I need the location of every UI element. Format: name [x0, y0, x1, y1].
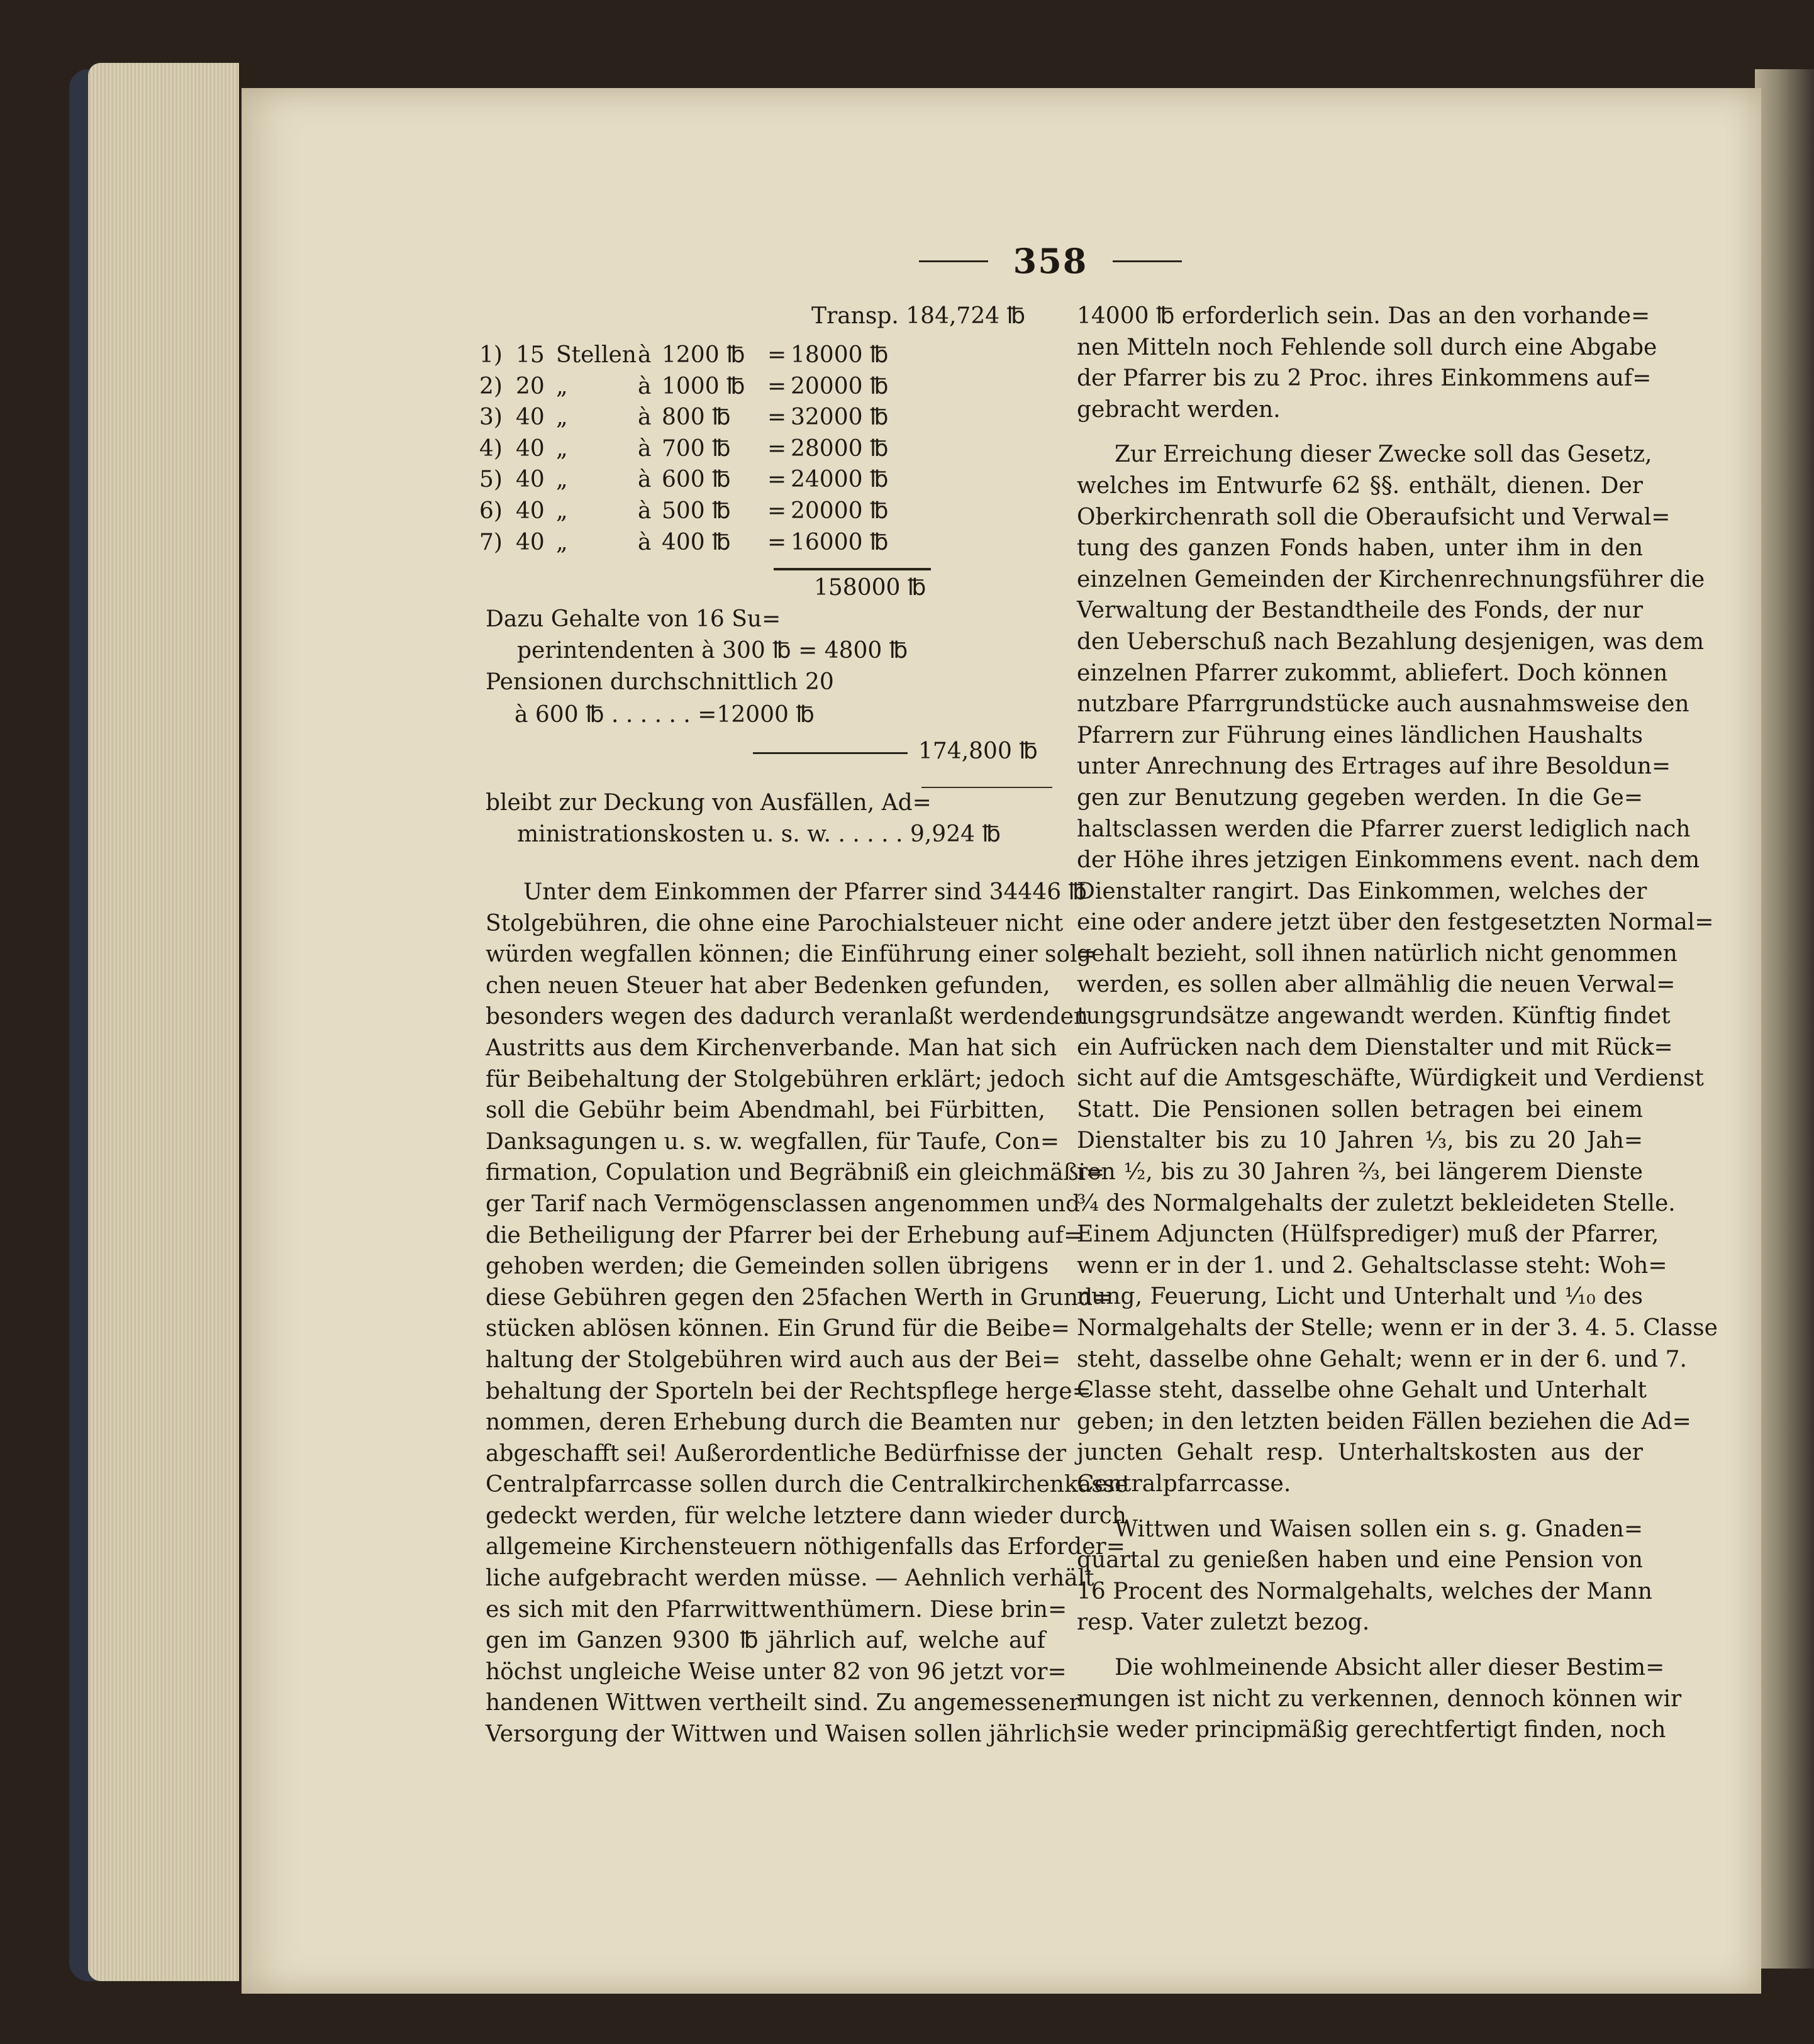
row-count: 40 [516, 404, 545, 431]
right-para2-line: tungsgrundsätze angewandt werden. Künftig findet [1077, 1003, 1671, 1030]
right-para3-line: quartal zu genießen haben und eine Pension von [1077, 1547, 1643, 1574]
row-at: à [638, 404, 652, 431]
paragraph-gap [1077, 425, 1643, 439]
row-equals: = [767, 373, 787, 399]
right-para2-line: ³⁄₄ des Normalgehalts der zuletzt bekleideten Stelle. [1077, 1190, 1676, 1216]
row-equals: = [767, 529, 787, 555]
right-para2-line: Verwaltung der Bestandtheile des Fonds, der nur [1077, 597, 1643, 624]
row-equals: = [767, 404, 787, 431]
right-para2-line: Normalgehalts der Stelle; wenn er in der 3. 4. 5. Classe [1077, 1315, 1718, 1341]
right-para2-line: einzelnen Gemeinden der Kirchenrechnungsführer die [1077, 566, 1705, 592]
left-paragraph-line: höchst ungleiche Weise unter 82 von 96 jetzt vor= [486, 1658, 1067, 1685]
right-para1-line: nen Mitteln noch Fehlende soll durch eine Abgabe [1077, 334, 1657, 360]
dazu-line-2: perintendenten à 300 ℔ = 4800 ℔ [517, 638, 908, 664]
right-para2-line: werden, es sollen aber allmählig die neuen Verwal= [1077, 972, 1676, 998]
right-para2-line: Pfarrern zur Führung eines ländlichen Haushalts [1077, 722, 1643, 748]
paragraph-gap [1077, 1638, 1643, 1652]
table-row [479, 402, 920, 433]
left-paragraph-line: die Betheiligung der Pfarrer bei der Erhebung auf= [486, 1222, 1083, 1248]
left-paragraph-line: Danksagungen u. s. w. wegfallen, für Taufe, Con= [486, 1128, 1059, 1155]
left-paragraph-line: ger Tarif nach Vermögensclassen angenommen und [486, 1191, 1081, 1217]
row-number: 1) [479, 342, 503, 368]
right-para1-line: der Pfarrer bis zu 2 Proc. ihres Einkommens auf= [1077, 365, 1652, 392]
row-equals: = [767, 467, 787, 493]
right-para2-line: Statt. Die Pensionen sollen betragen bei einem [1077, 1096, 1643, 1123]
left-paragraph-line: besonders wegen des dadurch veranlaßt werdenden [486, 1004, 1089, 1030]
transport-line: Transp. 184,724 ℔ [811, 303, 1026, 329]
bleibt-line-2: ministrationskosten u. s. w. . . . . . 9,924 ℔ [517, 821, 1001, 847]
right-para2 [1077, 439, 1718, 1499]
right-para2-line: haltsclassen werden die Pfarrer zuerst lediglich nach [1077, 816, 1691, 842]
right-para2-line: wenn er in der 1. und 2. Gehaltsclasse steht: Woh= [1077, 1252, 1667, 1279]
right-para2-line: gehalt bezieht, soll ihnen natürlich nicht genommen [1077, 940, 1678, 967]
row-price: 400 ℔ [662, 529, 731, 555]
table-row [479, 340, 920, 371]
subtotal: 158000 ℔ [814, 575, 926, 601]
left-paragraph-line: Versorgung der Wittwen und Waisen sollen jährlich [486, 1721, 1077, 1748]
row-number: 4) [479, 435, 503, 462]
right-para3-line: 16 Procent des Normalgehalts, welches der Mann [1077, 1578, 1652, 1604]
grand-total: 174,800 ℔ [918, 738, 1038, 764]
page-stack-left [88, 63, 239, 1981]
left-paragraph-line: Centralpfarrcasse sollen durch die Centralkirchenkasse [486, 1472, 1128, 1498]
right-column [1077, 301, 1718, 1746]
row-total: 20000 ℔ [791, 373, 889, 399]
right-para2-line: unter Anrechnung des Ertrages auf ihre Besoldun= [1077, 753, 1671, 780]
right-para2-line: ren ¹⁄₂, bis zu 30 Jahren ²⁄₃, bei längerem Dienste [1077, 1159, 1643, 1186]
right-para2-line: nung, Feuerung, Licht und Unterhalt und ¹⁄₁₀ des [1077, 1284, 1643, 1310]
row-equals: = [767, 497, 787, 524]
row-at: à [638, 373, 652, 399]
row-number: 5) [479, 467, 503, 493]
row-count: 15 [516, 342, 545, 368]
right-para2-line: gen zur Benutzung gegeben werden. In die Ge= [1077, 784, 1643, 811]
dazu-line-1: Dazu Gehalte von 16 Su= [486, 606, 781, 632]
left-paragraph-line: firmation, Copulation und Begräbniß ein gleichmäßi= [486, 1160, 1105, 1186]
table-row [479, 464, 920, 496]
left-paragraph-line: Unter dem Einkommen der Pfarrer sind 34446 ℔ [523, 879, 1088, 905]
row-unit: „ [556, 435, 568, 462]
row-total: 32000 ℔ [791, 404, 889, 431]
page-header [887, 239, 1214, 283]
row-unit: „ [556, 404, 568, 431]
right-para2-line: eine oder andere jetzt über den festgesetzten Normal= [1077, 909, 1714, 936]
row-at: à [638, 467, 652, 493]
row-unit: Stellen [556, 342, 637, 368]
page-stack-right [1755, 69, 1814, 1969]
row-total: 16000 ℔ [791, 529, 889, 555]
pensionen-line-2: à 600 ℔ . . . . . . =12000 ℔ [515, 702, 815, 728]
right-para2-line: juncten Gehalt resp. Unterhaltskosten aus der [1077, 1440, 1643, 1466]
right-para1-line: 14000 ℔ erforderlich sein. Das an den vorhande= [1077, 303, 1650, 329]
left-paragraph-line: haltung der Stolgebühren wird auch aus der Bei= [486, 1347, 1061, 1373]
left-paragraph-line: abgeschafft sei! Außerordentliche Bedürfnisse der [486, 1440, 1067, 1467]
table-row [479, 371, 920, 403]
right-para2-line: tung des ganzen Fonds haben, unter ihm in den [1077, 535, 1643, 562]
row-count: 40 [516, 497, 545, 524]
row-count: 40 [516, 529, 545, 555]
row-total: 18000 ℔ [791, 342, 889, 368]
row-price: 1000 ℔ [662, 373, 745, 399]
row-total: 24000 ℔ [791, 467, 889, 493]
left-paragraph-line: gehoben werden; die Gemeinden sollen übrigens [486, 1253, 1049, 1280]
right-para2-line: nutzbare Pfarrgrundstücke auch ausnahmsweise den [1077, 691, 1689, 718]
left-paragraph-line: Stolgebühren, die ohne eine Parochialsteuer nicht [486, 910, 1064, 936]
left-paragraph [486, 877, 1128, 1750]
header-rule-left [919, 260, 988, 262]
row-at: à [638, 497, 652, 524]
right-para2-line: ein Aufrücken nach dem Dienstalter und mit Rück= [1077, 1034, 1673, 1060]
right-para2-line: Dienstalter bis zu 10 Jahren ¹⁄₃, bis zu 20 Jah= [1077, 1128, 1643, 1154]
left-paragraph-line: soll die Gebühr beim Abendmahl, bei Fürbitten, [486, 1097, 1045, 1124]
total-rule-under [921, 787, 1052, 788]
row-count: 20 [516, 373, 545, 399]
right-para2-line: Zur Erreichung dieser Zwecke soll das Gesetz, [1115, 442, 1652, 468]
left-paragraph-line: für Beibehaltung der Stolgebühren erklärt; jedoch [486, 1066, 1066, 1092]
right-para2-line: der Höhe ihres jetzigen Einkommens event. nach dem [1077, 847, 1700, 874]
row-count: 40 [516, 467, 545, 493]
bleibt-line-1: bleibt zur Deckung von Ausfällen, Ad= [486, 790, 932, 816]
row-at: à [638, 342, 652, 368]
row-price: 700 ℔ [662, 435, 731, 462]
right-para2-line: Oberkirchenrath soll die Oberaufsicht und Verwal= [1077, 504, 1671, 530]
row-unit: „ [556, 529, 568, 555]
row-total: 28000 ℔ [791, 435, 889, 462]
left-paragraph-line: allgemeine Kirchensteuern nöthigenfalls das Erforder= [486, 1534, 1125, 1560]
right-para3 [1077, 1514, 1652, 1638]
right-para2-line: den Ueberschuß nach Bezahlung desjenigen, was dem [1077, 628, 1704, 655]
row-unit: „ [556, 467, 568, 493]
row-unit: „ [556, 497, 568, 524]
row-price: 1200 ℔ [662, 342, 745, 368]
right-para2-line: steht, dasselbe ohne Gehalt; wenn er in der 6. und 7. [1077, 1346, 1687, 1372]
row-price: 800 ℔ [662, 404, 731, 431]
left-paragraph-line: chen neuen Steuer hat aber Bedenken gefunden, [486, 972, 1050, 999]
right-para2-line: Dienstalter rangirt. Das Einkommen, welches der [1077, 878, 1647, 904]
total-rule [753, 752, 908, 754]
row-price: 600 ℔ [662, 467, 731, 493]
right-para3-line: resp. Vater zuletzt bezog. [1077, 1609, 1370, 1636]
row-at: à [638, 529, 652, 555]
right-para2-line: einzelnen Pfarrer zukommt, abliefert. Doch können [1077, 660, 1668, 686]
left-paragraph-line: behaltung der Sporteln bei der Rechtspflege herge= [486, 1378, 1091, 1404]
row-number: 3) [479, 404, 503, 431]
table-row [479, 496, 920, 527]
row-number: 7) [479, 529, 503, 555]
row-number: 6) [479, 497, 503, 524]
right-para2-line: geben; in den letzten beiden Fällen beziehen die Ad= [1077, 1408, 1691, 1435]
row-number: 2) [479, 373, 503, 399]
right-para2-line: welches im Entwurfe 62 §§. enthält, dienen. Der [1077, 472, 1643, 499]
page-number: 358 [1013, 241, 1088, 281]
row-equals: = [767, 342, 787, 368]
row-at: à [638, 435, 652, 462]
right-para4 [1077, 1652, 1682, 1746]
left-paragraph-line: nommen, deren Erhebung durch die Beamten nur [486, 1409, 1060, 1436]
paragraph-gap [1077, 1500, 1643, 1514]
row-unit: „ [556, 373, 568, 399]
right-para1 [1077, 301, 1657, 425]
table-row [479, 433, 920, 465]
salary-table [479, 340, 920, 558]
right-para4-line: mungen ist nicht zu verkennen, dennoch können wir [1077, 1686, 1682, 1712]
subtotal-rule [774, 568, 931, 570]
right-para3-line: Wittwen und Waisen sollen ein s. g. Gnaden= [1115, 1516, 1643, 1542]
left-paragraph-line: es sich mit den Pfarrwittwenthümern. Diese brin= [486, 1596, 1067, 1623]
right-para2-line: Einem Adjuncten (Hülfsprediger) muß der Pfarrer, [1077, 1221, 1659, 1248]
right-para4-line: Die wohlmeinende Absicht aller dieser Bestim= [1115, 1654, 1665, 1680]
left-paragraph-line: Austritts aus dem Kirchenverbande. Man hat sich [486, 1035, 1057, 1061]
row-count: 40 [516, 435, 545, 462]
row-equals: = [767, 435, 787, 462]
left-paragraph-line: liche aufgebracht werden müsse. — Aehnlich verhält [486, 1565, 1094, 1592]
left-paragraph-line: würden wegfallen können; die Einführung einer sol= [486, 941, 1096, 968]
row-total: 20000 ℔ [791, 497, 889, 524]
right-para1-line: gebracht werden. [1077, 396, 1281, 423]
right-para2-line: Classe steht, dasselbe ohne Gehalt und Unterhalt [1077, 1377, 1647, 1404]
left-paragraph-line: handenen Wittwen vertheilt sind. Zu angemessener [486, 1690, 1080, 1716]
header-rule-right [1113, 260, 1182, 262]
right-para4-line: sie weder principmäßig gerechtfertigt finden, noch [1077, 1717, 1666, 1743]
row-price: 500 ℔ [662, 497, 731, 524]
left-paragraph-line: gen im Ganzen 9300 ℔ jährlich auf, welche auf [486, 1628, 1045, 1654]
right-para2-line: sicht auf die Amtsgeschäfte, Würdigkeit und Verdienst [1077, 1065, 1704, 1092]
pensionen-line-1: Pensionen durchschnittlich 20 [486, 669, 834, 695]
left-paragraph-line: gedeckt werden, für welche letztere dann wieder durch [486, 1502, 1127, 1529]
left-paragraph-line: stücken ablösen können. Ein Grund für die Beibe= [486, 1316, 1070, 1342]
right-para2-line: Centralpfarrcasse. [1077, 1470, 1291, 1497]
left-paragraph-line: diese Gebühren gegen den 25fachen Werth in Grund= [486, 1284, 1112, 1311]
table-row [479, 527, 920, 558]
